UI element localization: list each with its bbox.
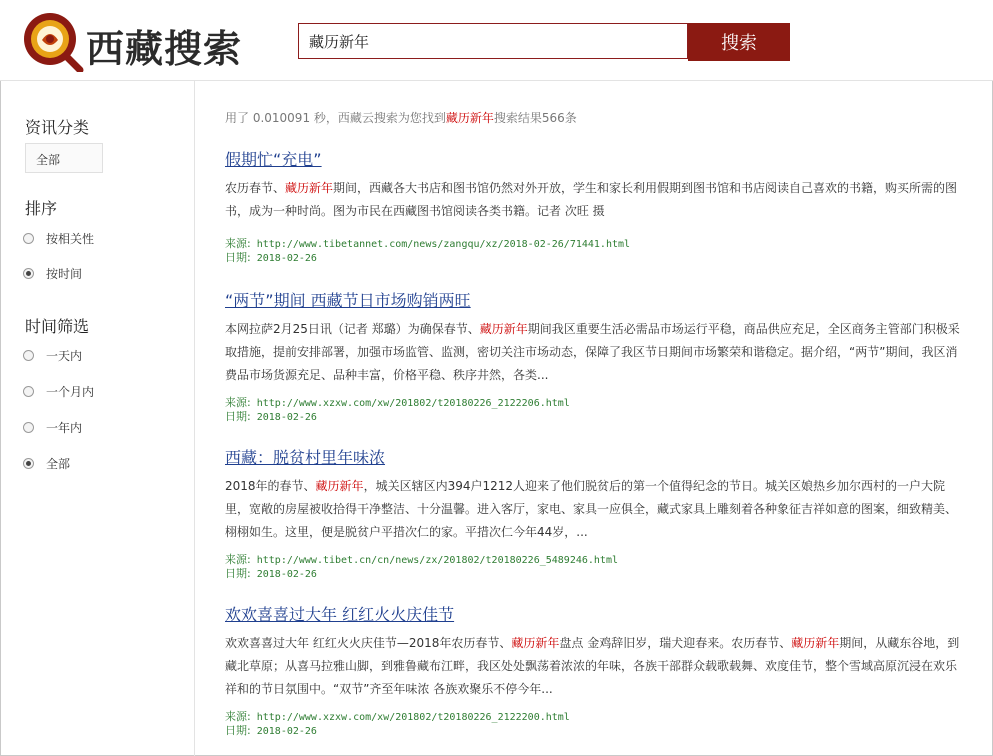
result-snippet xyxy=(225,632,967,701)
radio-checked-icon[interactable] xyxy=(23,458,34,469)
source-url[interactable]: http://www.tibetannet.com/news/zangqu/xz/2018-02-26/71441.html xyxy=(256,239,631,250)
result-source[interactable] xyxy=(225,237,630,251)
radio-icon[interactable] xyxy=(23,350,34,361)
date-value: 2018-02-26 xyxy=(256,569,317,580)
snippet-text: 2018年的春节、 xyxy=(225,479,316,493)
source-label: 来源: xyxy=(225,710,251,723)
search-input[interactable] xyxy=(298,23,688,59)
date-label: 日期: xyxy=(225,567,251,580)
result-source[interactable] xyxy=(225,710,570,724)
sort-option-relevance[interactable] xyxy=(23,229,94,247)
result-title-link[interactable]: 假期忙“充电” xyxy=(225,150,322,169)
category-select[interactable]: 全部 xyxy=(25,143,103,173)
date-value: 2018-02-26 xyxy=(256,412,317,423)
source-label: 来源: xyxy=(225,396,251,409)
result-date xyxy=(225,410,317,424)
sidebar xyxy=(0,81,195,756)
result-source[interactable] xyxy=(225,553,618,567)
summary-suffix: 搜索结果566条 xyxy=(493,111,577,125)
time-option-day[interactable] xyxy=(23,346,82,364)
result-snippet xyxy=(225,177,967,223)
keyword-highlight: 藏历新年 xyxy=(315,479,364,493)
summary-keyword: 藏历新年 xyxy=(445,111,494,125)
time-filter-title: 时间筛选 xyxy=(25,317,90,336)
result-date xyxy=(225,251,317,265)
sort-option-time[interactable] xyxy=(23,264,82,282)
result-title-link[interactable]: “两节”期间 西藏节日市场购销两旺 xyxy=(225,291,471,310)
time-option-label: 一个月内 xyxy=(46,384,95,399)
time-option-month[interactable] xyxy=(23,382,94,400)
snippet-text: 农历春节、 xyxy=(225,181,286,195)
site-logo[interactable] xyxy=(22,10,252,72)
radio-checked-icon[interactable] xyxy=(23,268,34,279)
keyword-highlight: 藏历新年 xyxy=(285,181,334,195)
time-option-year[interactable] xyxy=(23,418,82,436)
source-url[interactable]: http://www.xzxw.com/xw/201802/t20180226_2122200.html xyxy=(256,712,570,723)
result-summary xyxy=(225,109,577,126)
logo-emblem-icon xyxy=(22,12,88,72)
radio-icon[interactable] xyxy=(23,386,34,397)
time-option-label: 一年内 xyxy=(46,420,83,435)
snippet-text: 期间，从藏东谷地，到藏北草原；从喜马拉雅山脚，到雅鲁藏布江畔，我区处处飘荡着浓浓的年味，各族干部群众载歌载舞、欢度佳节，整个雪域高原沉浸在欢乐祥和的节日氛围中。“双节”齐至年味浓 各族欢聚乐不停今年... xyxy=(225,636,960,696)
time-option-all[interactable] xyxy=(23,454,70,472)
date-value: 2018-02-26 xyxy=(256,726,317,737)
sort-option-label: 按时间 xyxy=(46,266,83,281)
result-date xyxy=(225,724,317,738)
source-url[interactable]: http://www.tibet.cn/cn/news/zx/201802/t20180226_5489246.html xyxy=(256,555,618,566)
header xyxy=(0,0,993,81)
date-label: 日期: xyxy=(225,410,251,423)
result-title-link[interactable]: 西藏：脱贫村里年味浓 xyxy=(225,448,386,467)
logo-text: 西藏搜索 xyxy=(86,26,243,71)
sort-option-label: 按相关性 xyxy=(46,231,95,246)
date-value: 2018-02-26 xyxy=(256,253,317,264)
source-label: 来源: xyxy=(225,553,251,566)
date-label: 日期: xyxy=(225,251,251,264)
snippet-text: 盘点 金鸡辞旧岁，瑞犬迎春来。农历春节、 xyxy=(559,636,792,650)
time-option-label: 一天内 xyxy=(46,348,83,363)
keyword-highlight: 藏历新年 xyxy=(511,636,560,650)
sort-title: 排序 xyxy=(25,199,58,218)
snippet-text: 本网拉萨2月25日讯（记者 郑璐）为确保春节、 xyxy=(225,322,480,336)
snippet-text: 欢欢喜喜过大年 红红火火庆佳节—2018年农历春节、 xyxy=(225,636,512,650)
category-title: 资讯分类 xyxy=(25,118,90,137)
snippet-text: ，城关区辖区内394户1212人迎来了他们脱贫后的第一个值得纪念的节日。城关区娘热乡加尔西村的一户大院里，宽敞的房屋被收拾得干净整洁、十分温馨。进入客厅，家电、家具一应俱全，藏式家具上雕刻着各种象征吉祥如意的图案，细致精美、栩栩如生。这里，便是脱贫户平措次仁的家。平措次仁今年44岁，... xyxy=(225,479,958,539)
radio-icon[interactable] xyxy=(23,422,34,433)
result-snippet xyxy=(225,318,967,387)
keyword-highlight: 藏历新年 xyxy=(791,636,840,650)
date-label: 日期: xyxy=(225,724,251,737)
keyword-highlight: 藏历新年 xyxy=(479,322,528,336)
result-title-link[interactable]: 欢欢喜喜过大年 红红火火庆佳节 xyxy=(225,605,455,624)
search-button[interactable]: 搜索 xyxy=(688,23,790,61)
result-source[interactable] xyxy=(225,396,570,410)
summary-prefix: 用了 0.010091 秒，西藏云搜索为您找到 xyxy=(225,111,446,125)
source-url[interactable]: http://www.xzxw.com/xw/201802/t20180226_2122206.html xyxy=(256,398,570,409)
time-option-label: 全部 xyxy=(46,456,71,471)
result-snippet xyxy=(225,475,967,544)
radio-icon[interactable] xyxy=(23,233,34,244)
snippet-text: 期间，西藏各大书店和图书馆仍然对外开放，学生和家长利用假期到图书馆和书店阅读自己喜欢的书籍，购买所需的图书，成为一种时尚。图为市民在西藏图书馆阅读各类书籍。记者 次旺 摄 xyxy=(225,181,958,218)
source-label: 来源: xyxy=(225,237,251,250)
result-date xyxy=(225,567,317,581)
snippet-text: 期间我区重要生活必需品市场运行平稳，商品供应充足，全区商务主管部门积极采取措施，提前安排部署，加强市场监管、监测，密切关注市场动态，保障了我区节日期间市场繁荣和谐稳定。据介绍，“两节”期间，我区消费品市场货源充足、品种丰富，价格平稳、秩序井然，各类... xyxy=(225,322,960,382)
